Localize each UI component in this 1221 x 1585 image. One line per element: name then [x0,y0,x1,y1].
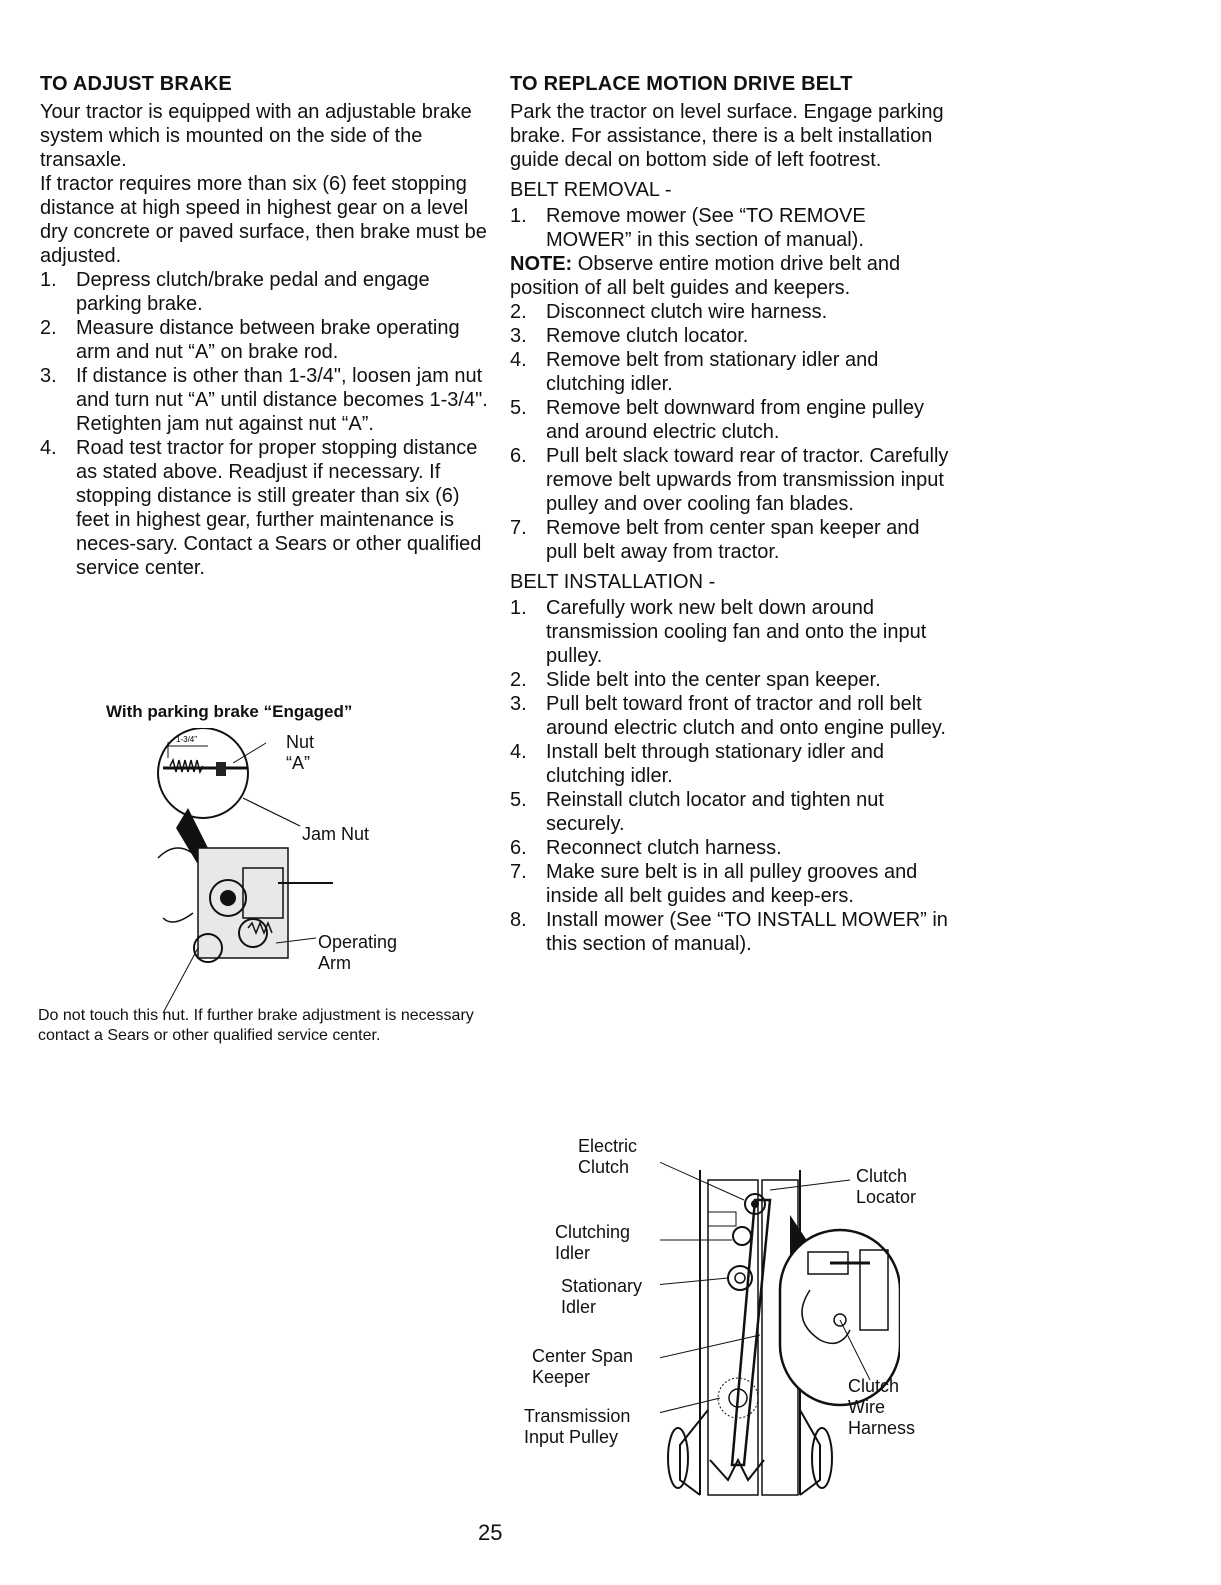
brake-adjust-section [40,72,490,580]
list-item: 4. Road test tractor for proper stopping distance as stated above. Readjust if necessary. If stopping distance is still greater than six (6) feet in highest gear, further maintenance is neces-sary. Contact a Sears or other qualified service center. [40,437,482,579]
belt-removal-title: BELT REMOVAL - [510,179,672,201]
stationary-idler-label: Stationary Idler [561,1276,643,1317]
list-item: 3. Remove clutch locator. [510,325,749,347]
list-item: 2. Disconnect clutch wire harness. [510,301,828,323]
brake-steps [40,268,490,580]
clutch-wire-harness-label: Clutch Wire Harness [848,1376,916,1438]
list-item: 1. Remove mower (See “TO REMOVE MOWER” in this section of manual). [510,205,866,251]
list-item: 4. Install belt through stationary idler and clutching idler. [510,741,884,787]
brake-heading: TO ADJUST BRAKE [40,73,232,95]
list-item: 3. If distance is other than 1-3/4", loosen jam nut and turn nut “A” until distance becomes 1-3/4". Retighten jam nut against nut “A”. [40,365,488,435]
list-item: 3. Pull belt toward front of tractor and roll belt around electric clutch and onto engine pulley. [510,693,946,739]
list-item: 5. Remove belt downward from engine pulley and around electric clutch. [510,397,924,443]
drive-belt-section [510,72,950,956]
list-item: 8. Install mower (See “TO INSTALL MOWER” in this section of manual). [510,909,948,955]
install-steps [510,596,950,956]
list-item: 7. Make sure belt is in all pulley grooves and inside all belt guides and keep-ers. [510,861,918,907]
list-item: 1. Carefully work new belt down around transmission cooling fan and onto the input pulley. [510,597,927,667]
clutching-idler-label: Clutching Idler [555,1222,631,1263]
list-item: 5. Reinstall clutch locator and tighten nut securely. [510,789,884,835]
center-span-keeper-label: Center Span Keeper [532,1346,634,1387]
belt-heading: TO REPLACE MOTION DRIVE BELT [510,73,853,95]
belt-illustration [660,1160,900,1500]
brake-intro: Your tractor is equipped with an adjustable brake system which is mounted on the side of the transaxle. [40,101,472,171]
belt-intro: Park the tractor on level surface. Engage parking brake. For assistance, there is a belt installation guide decal on bottom side of left footrest. [510,101,944,171]
dim-label: 1-3/4" [176,735,198,744]
brake-note: Do not touch this nut. If further brake adjustment is necessary contact a Sears or other qualified service center. [38,1007,474,1044]
list-item: 2. Measure distance between brake operating arm and nut “A” on brake rod. [40,317,460,363]
list-item: 4. Remove belt from stationary idler and clutching idler. [510,349,879,395]
belt-note: NOTE: Observe entire motion drive belt and position of all belt guides and keepers. [510,253,901,299]
operating-arm-label: Operating Arm [318,932,398,973]
list-item: 2. Slide belt into the center span keeper. [510,669,881,691]
removal-step-1 [510,204,950,252]
list-item: 6. Pull belt slack toward rear of tractor. Carefully remove belt upwards from transmission input pulley and over cooling fan blades. [510,445,949,515]
clutch-locator-label: Clutch Locator [856,1166,917,1207]
brake-intro-2: If tractor requires more than six (6) feet stopping distance at high speed in highest gear on a level dry concrete or paved surface, then brake must be adjusted. [40,173,487,267]
brake-figure-caption: With parking brake “Engaged” [106,702,353,721]
list-item: 7. Remove belt from center span keeper and pull belt away from tractor. [510,517,920,563]
list-item: 1. Depress clutch/brake pedal and engage parking brake. [40,269,430,315]
nut-a-label: Nut “A” [286,732,315,773]
electric-clutch-label: Electric Clutch [578,1136,638,1177]
brake-illustration [148,728,388,1018]
removal-steps [510,300,950,564]
list-item: 6. Reconnect clutch harness. [510,837,782,859]
belt-install-title: BELT INSTALLATION - [510,571,716,593]
jam-nut-label: Jam Nut [302,824,370,844]
page-number: 25 [478,1520,503,1545]
transmission-pulley-label: Transmission Input Pulley [524,1406,631,1447]
